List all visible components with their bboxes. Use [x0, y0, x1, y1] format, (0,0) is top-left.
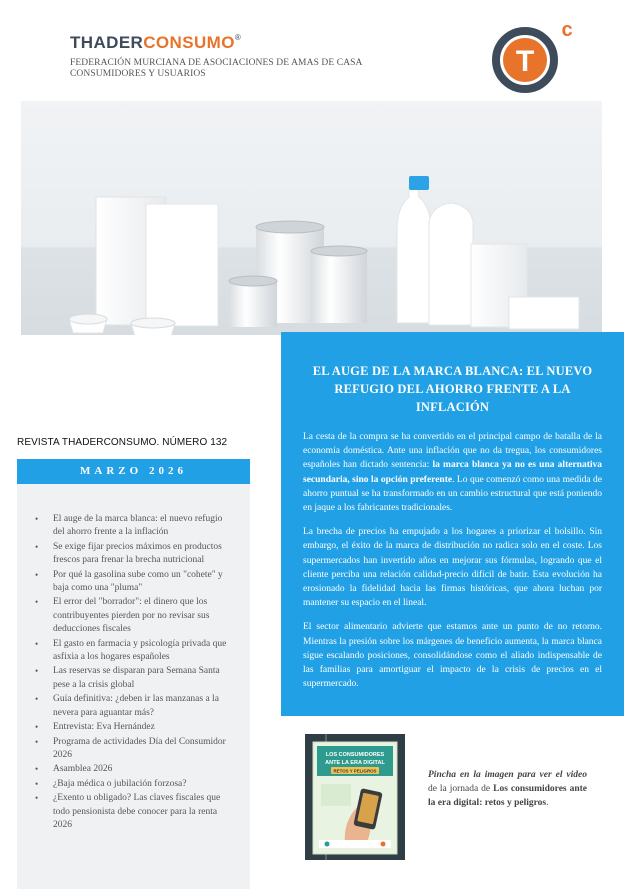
- article-p1-start: La cesta de la compra se ha convertido en el principal campo de batalla de la economía doméstica. Ante una inflación que no da tregua, los consumidores españoles han dictado sentencia:: [303, 432, 602, 471]
- brand-subtitle-line1: FEDERACIÓN MURCIANA DE ASOCIACIONES DE AMAS DE CASA: [70, 58, 363, 68]
- magazine-title: REVISTA THADERCONSUMO. NÚMERO 132: [17, 437, 228, 448]
- poster-tag: RETOS Y PELIGROS: [333, 768, 377, 774]
- article-paragraph-3: El sector alimentario advierte que estamos ante un punto de no retorno. Mientras la presión sobre los márgenes de beneficio aumenta, la marca blanca sigue escalando posiciones, consolidándose como el aliado indispensable de las familias para amortiguar el impacto de la crisis de precios en el supermercado.: [303, 622, 602, 690]
- article-paragraph-1: [303, 430, 602, 515]
- contents-item: • El auge de la marca blanca: el nuevo refugio del ahorro frente a la inflación: [53, 513, 230, 540]
- contents-list: [53, 513, 230, 832]
- contents-item: • Por qué la gasolina sube como un "cohete" y baja como una "pluma": [53, 569, 230, 596]
- contents-sidebar: [17, 484, 250, 889]
- caption-end: .: [546, 798, 549, 809]
- logo-letter: T: [515, 45, 535, 78]
- contents-item: • Asamblea 2026: [53, 763, 230, 776]
- brand-subtitle-line2: CONSUMIDORES Y USUARIOS: [70, 69, 206, 79]
- contents-item: • Guía definitiva: ¿deben ir las manzanas a la nevera para aguantar más?: [53, 693, 230, 720]
- brand-header: [70, 34, 363, 80]
- product-still-life: [21, 101, 602, 335]
- article-paragraph-2: La brecha de precios ha empujado a los hogares a priorizar el bolsillo. Sin embargo, el éxito de la marca de distribución no radica solo en el coste. Los supermercados han invertido años en mejorar sus fórmulas, logrando que el cliente perciba una relación calidad-precio difícil de batir. Esta evolución ha erosionado la fidelidad hacia las firmas históricas, que ahora luchan por mantener su espacio en el lineal.: [303, 527, 602, 609]
- video-thumbnail[interactable]: [305, 734, 405, 860]
- caption-middle: de la jornada de: [428, 784, 494, 795]
- logo-superscript: c: [561, 19, 573, 41]
- contents-item: • ¿Exento u obligado? Las claves fiscales que todo pensionista debe conocer para la renta 2026: [53, 792, 230, 832]
- contents-item: • El error del "borrador": el dinero que los contribuyentes pierden por no revisar sus deducciones fiscales: [53, 596, 230, 636]
- thaderconsumo-logo: [491, 14, 579, 98]
- hero-image: [21, 101, 602, 335]
- poster-title-line1: LOS CONSUMIDORES: [325, 752, 385, 758]
- registered-mark: ®: [234, 33, 242, 42]
- contents-item: • Entrevista: Eva Hernández: [53, 721, 230, 734]
- contents-item: • El gasto en farmacia y psicología privada que asfixia a los hogares españoles: [53, 638, 230, 665]
- article-title: EL AUGE DE LA MARCA BLANCA: EL NUEVO REFUGIO DEL AHORRO FRENTE A LA INFLACIÓN: [312, 364, 593, 414]
- contents-item: • Se exige fijar precios máximos en productos frescos para frenar la brecha nutricional: [53, 541, 230, 568]
- article-p1-bold: la marca blanca ya no es una alternativa secundaria, sino la opción preferente: [303, 460, 603, 485]
- contents-item: • ¿Baja médica o jubilación forzosa?: [53, 778, 230, 791]
- video-poster: [305, 734, 405, 860]
- brand-name: [70, 34, 363, 51]
- contents-item: • Programa de actividades Día del Consumidor 2026: [53, 736, 230, 763]
- brand-subtitle: [70, 58, 363, 80]
- main-article: [281, 332, 624, 716]
- video-caption[interactable]: [428, 768, 587, 811]
- caption-event-title: Los consumidores ante la era digital: retos y peligros: [428, 784, 587, 809]
- article-p1-end: . Lo que comenzó como una medida de ahorro puntual se ha transformado en un cambio estructural que está poniendo en jaque a los fabricantes tradicionales.: [303, 474, 602, 514]
- poster-title-line2: ANTE LA ERA DIGITAL: [325, 760, 385, 766]
- brand-name-part1: THADER: [70, 33, 144, 52]
- caption-video-word[interactable]: video: [566, 770, 587, 780]
- caption-lead: Pincha en la imagen para ver el: [428, 770, 567, 780]
- issue-date: MARZO 2026: [17, 459, 250, 484]
- brand-name-part2: CONSUMO: [143, 33, 235, 52]
- contents-item: • Las reservas se disparan para Semana Santa pese a la crisis global: [53, 665, 230, 692]
